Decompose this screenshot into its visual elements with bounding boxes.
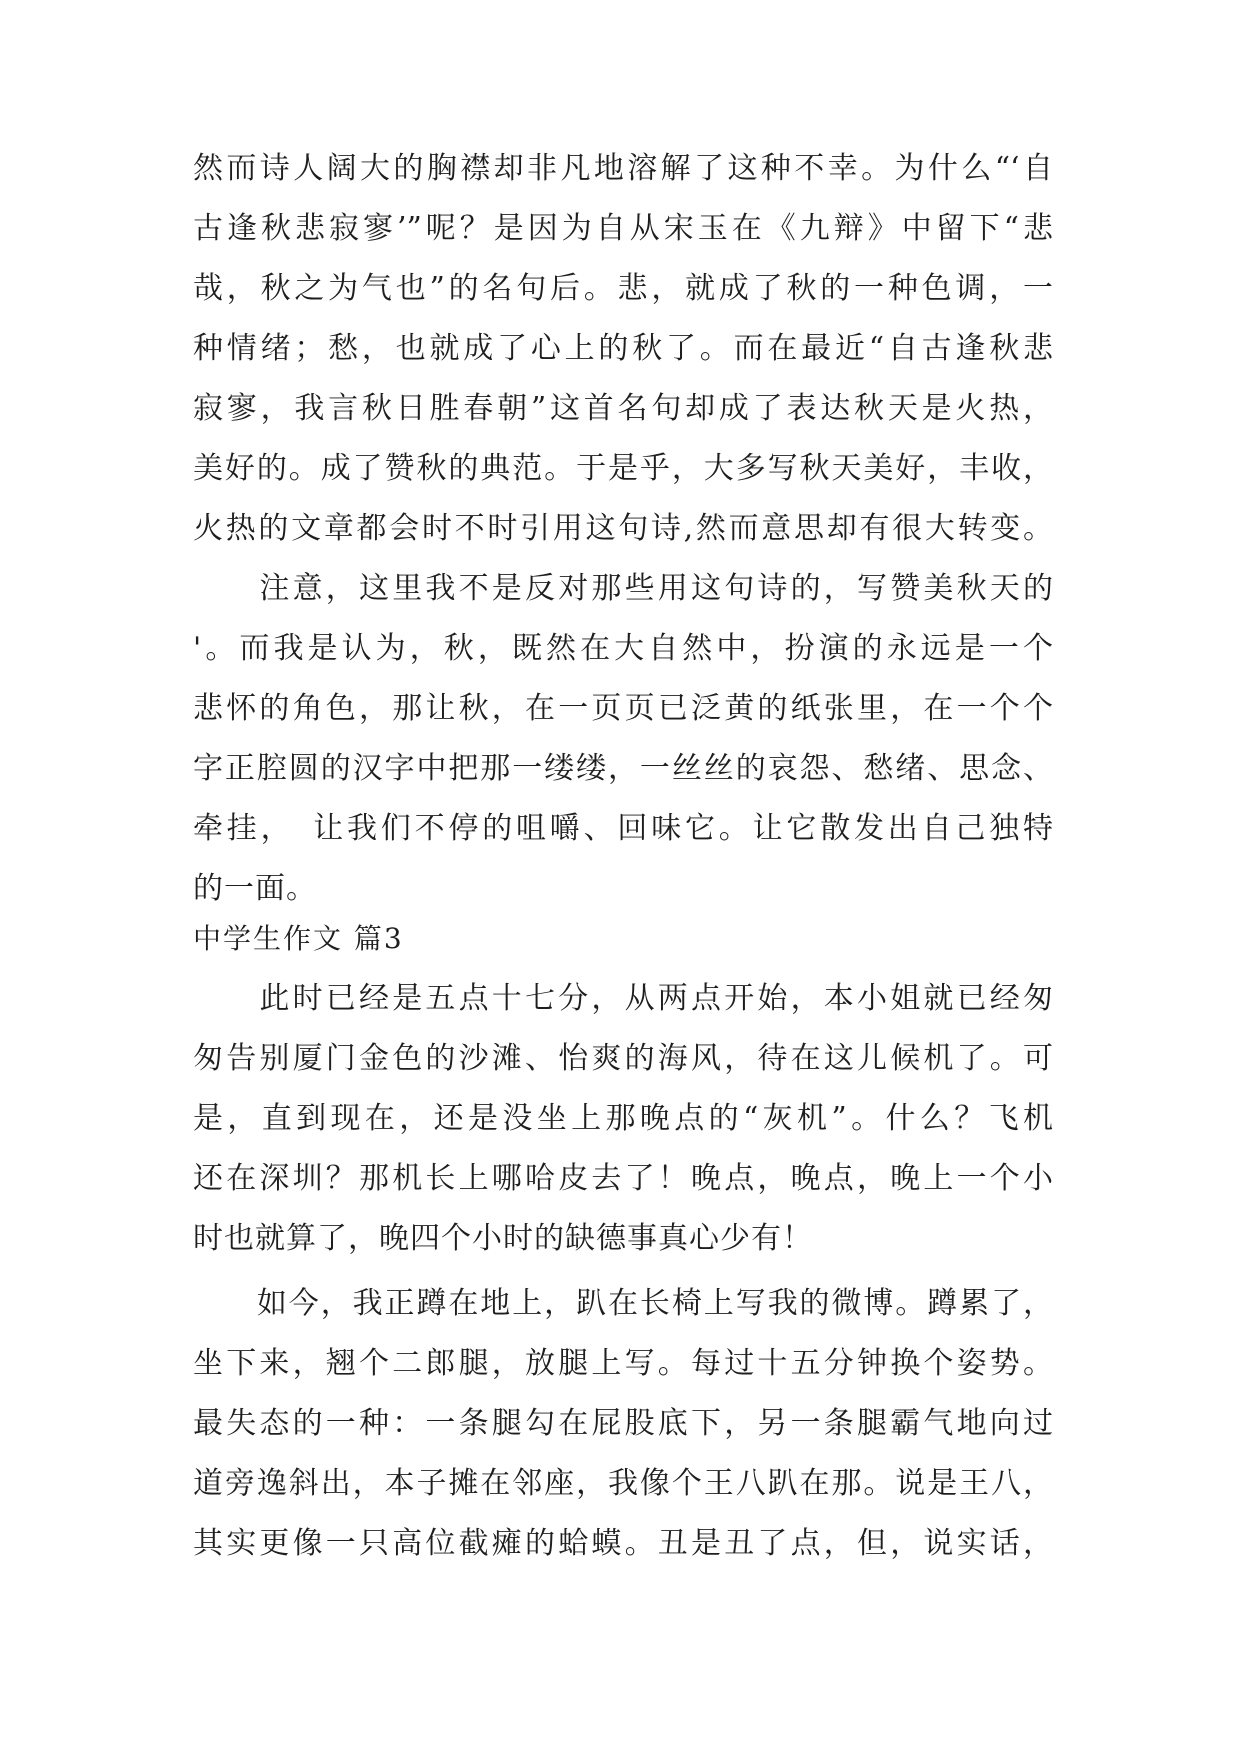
text-line: 注意，这里我不是反对那些用这句诗的，写赞美秋天的: [193, 571, 1053, 606]
text-line: 道旁逸斜出，本子摊在邻座，我像个王八趴在那。说是王八，: [193, 1466, 1053, 1501]
text-line: 悲怀的角色，那让秋，在一页页已泛黄的纸张里，在一个个: [193, 691, 1053, 726]
text-line: 的一面。: [193, 871, 317, 906]
text-line: 字正腔圆的汉字中把那一缕缕，一丝丝的哀怨、愁绪、思念、: [193, 751, 1053, 786]
text-line: 然而诗人阔大的胸襟却非凡地溶解了这种不幸。为什么“‘自: [193, 151, 1053, 186]
text-line: 匆告别厦门金色的沙滩、怡爽的海风，待在这儿候机了。可: [193, 1041, 1053, 1076]
text-line: 火热的文章都会时不时引用这句诗,然而意思却有很大转变。: [193, 511, 1053, 546]
text-line: 古逢秋悲寂寥’”呢？是因为自从宋玉在《九辩》中留下“悲: [193, 211, 1053, 246]
text-line: 其实更像一只高位截瘫的蛤蟆。丑是丑了点，但，说实话，: [193, 1526, 1053, 1561]
section-heading: 中学生作文 篇3: [193, 922, 404, 955]
text-line: 此时已经是五点十七分，从两点开始，本小姐就已经匆: [193, 981, 1053, 1016]
text-line: 牵挂， 让我们不停的咀嚼、回味它。让它散发出自己独特: [193, 811, 1053, 846]
text-line: '。而我是认为，秋，既然在大自然中，扮演的永远是一个: [193, 631, 1053, 666]
text-line: 坐下来，翘个二郎腿，放腿上写。每过十五分钟换个姿势。: [193, 1346, 1053, 1381]
text-line: 时也就算了，晚四个小时的缺德事真心少有！: [193, 1221, 813, 1256]
text-line: 最失态的一种：一条腿勾在屁股底下，另一条腿霸气地向过: [193, 1406, 1053, 1441]
text-line: 美好的。成了赞秋的典范。于是乎，大多写秋天美好，丰收，: [193, 451, 1053, 486]
text-line: 是，直到现在，还是没坐上那晚点的“灰机”。什么？飞机: [193, 1101, 1053, 1136]
text-line: 种情绪；愁，也就成了心上的秋了。而在最近“自古逢秋悲: [193, 331, 1053, 366]
text-line: 哉，秋之为气也”的名句后。悲，就成了秋的一种色调，一: [193, 271, 1053, 306]
text-line: 还在深圳？那机长上哪哈皮去了！晚点，晚点，晚上一个小: [193, 1161, 1053, 1196]
text-line: 如今，我正蹲在地上，趴在长椅上写我的微博。蹲累了，: [193, 1286, 1053, 1321]
text-line: 寂寥，我言秋日胜春朝”这首名句却成了表达秋天是火热，: [193, 391, 1053, 426]
